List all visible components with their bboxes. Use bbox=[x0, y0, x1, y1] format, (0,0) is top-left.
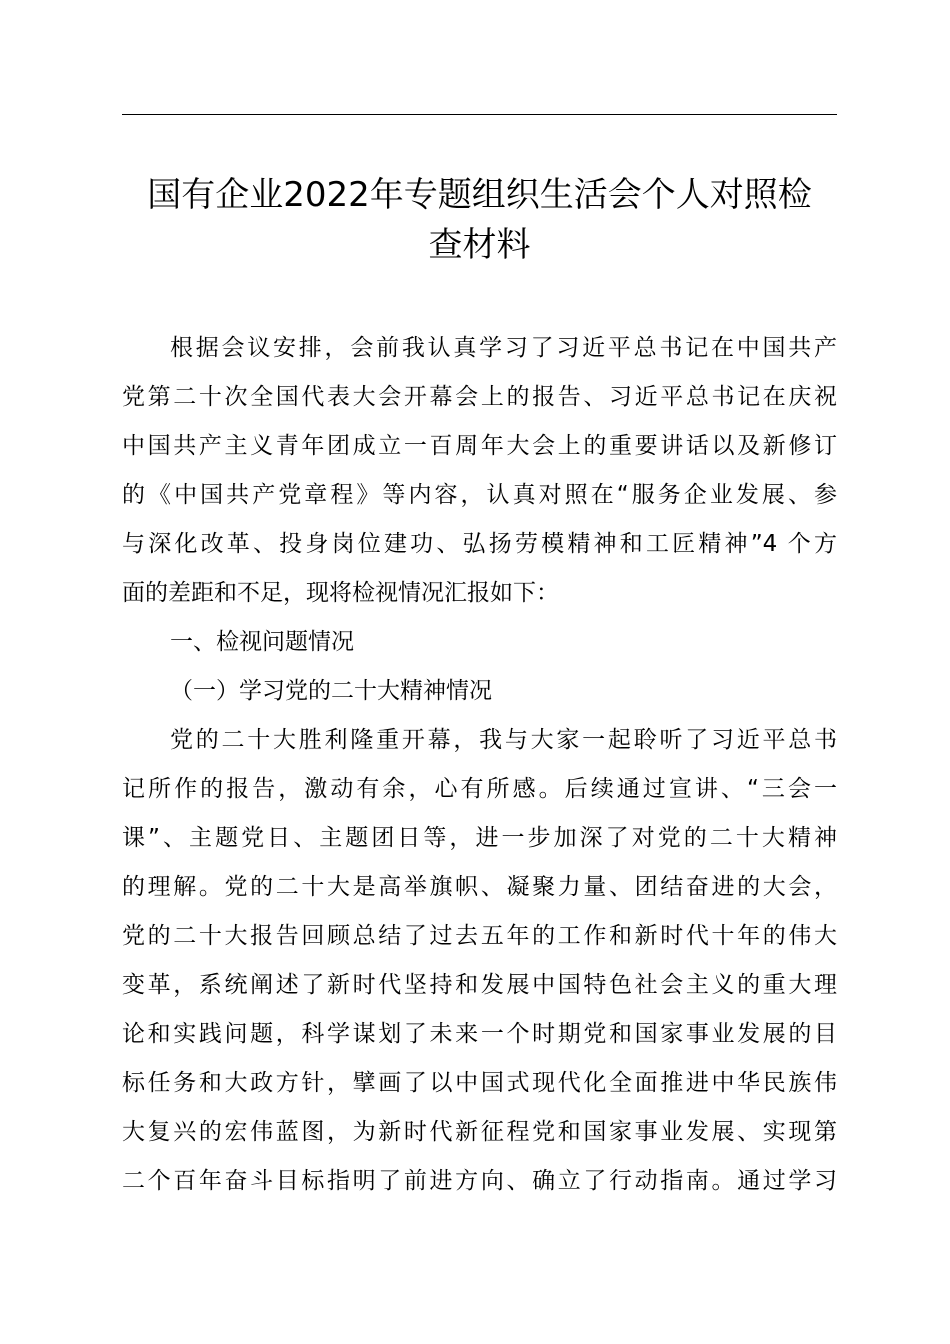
body-line: 标任务和大政方针，擘画了以中国式现代化全面推进中华民族伟 bbox=[122, 1070, 837, 1096]
body-line: 的《中国共产党章程》等内容，认真对照在“服务企业发展、参 bbox=[122, 482, 837, 508]
title-line: 国有企业2022年专题组织生活会个人对照检 bbox=[147, 175, 812, 215]
subsection-heading: （一）学习党的二十大精神情况 bbox=[170, 678, 492, 704]
body-line: 大复兴的宏伟蓝图，为新时代新征程党和国家事业发展、实现第 bbox=[122, 1119, 837, 1145]
body-line: 中国共产主义青年团成立一百周年大会上的重要讲话以及新修订 bbox=[122, 433, 837, 459]
document-title bbox=[110, 170, 849, 270]
body-line: 党的二十大报告回顾总结了过去五年的工作和新时代十年的伟大 bbox=[122, 923, 837, 949]
body-line: 变革，系统阐述了新时代坚持和发展中国特色社会主义的重大理 bbox=[122, 972, 837, 998]
body-line: 与深化改革、投身岗位建功、弘扬劳模精神和工匠精神”4 个方 bbox=[122, 531, 837, 557]
body-line: 面的差距和不足，现将检视情况汇报如下： bbox=[122, 580, 559, 606]
body-line: 课”、主题党日、主题团日等，进一步加深了对党的二十大精神 bbox=[122, 825, 837, 851]
document-body bbox=[122, 324, 837, 1206]
section-heading: 一、检视问题情况 bbox=[170, 629, 354, 655]
body-line: 党第二十次全国代表大会开幕会上的报告、习近平总书记在庆祝 bbox=[122, 384, 837, 410]
body-line: 根据会议安排，会前我认真学习了习近平总书记在中国共产 bbox=[170, 335, 837, 361]
body-line: 二个百年奋斗目标指明了前进方向、确立了行动指南。通过学习 bbox=[122, 1168, 837, 1194]
body-line: 的理解。党的二十大是高举旗帜、凝聚力量、团结奋进的大会， bbox=[122, 874, 837, 900]
body-line: 党的二十大胜利隆重开幕，我与大家一起聆听了习近平总书 bbox=[170, 727, 837, 753]
header-rule bbox=[122, 114, 837, 115]
title-line: 查材料 bbox=[428, 225, 531, 265]
body-line: 记所作的报告，激动有余，心有所感。后续通过宣讲、“三会一 bbox=[122, 776, 837, 802]
body-line: 论和实践问题，科学谋划了未来一个时期党和国家事业发展的目 bbox=[122, 1021, 837, 1047]
